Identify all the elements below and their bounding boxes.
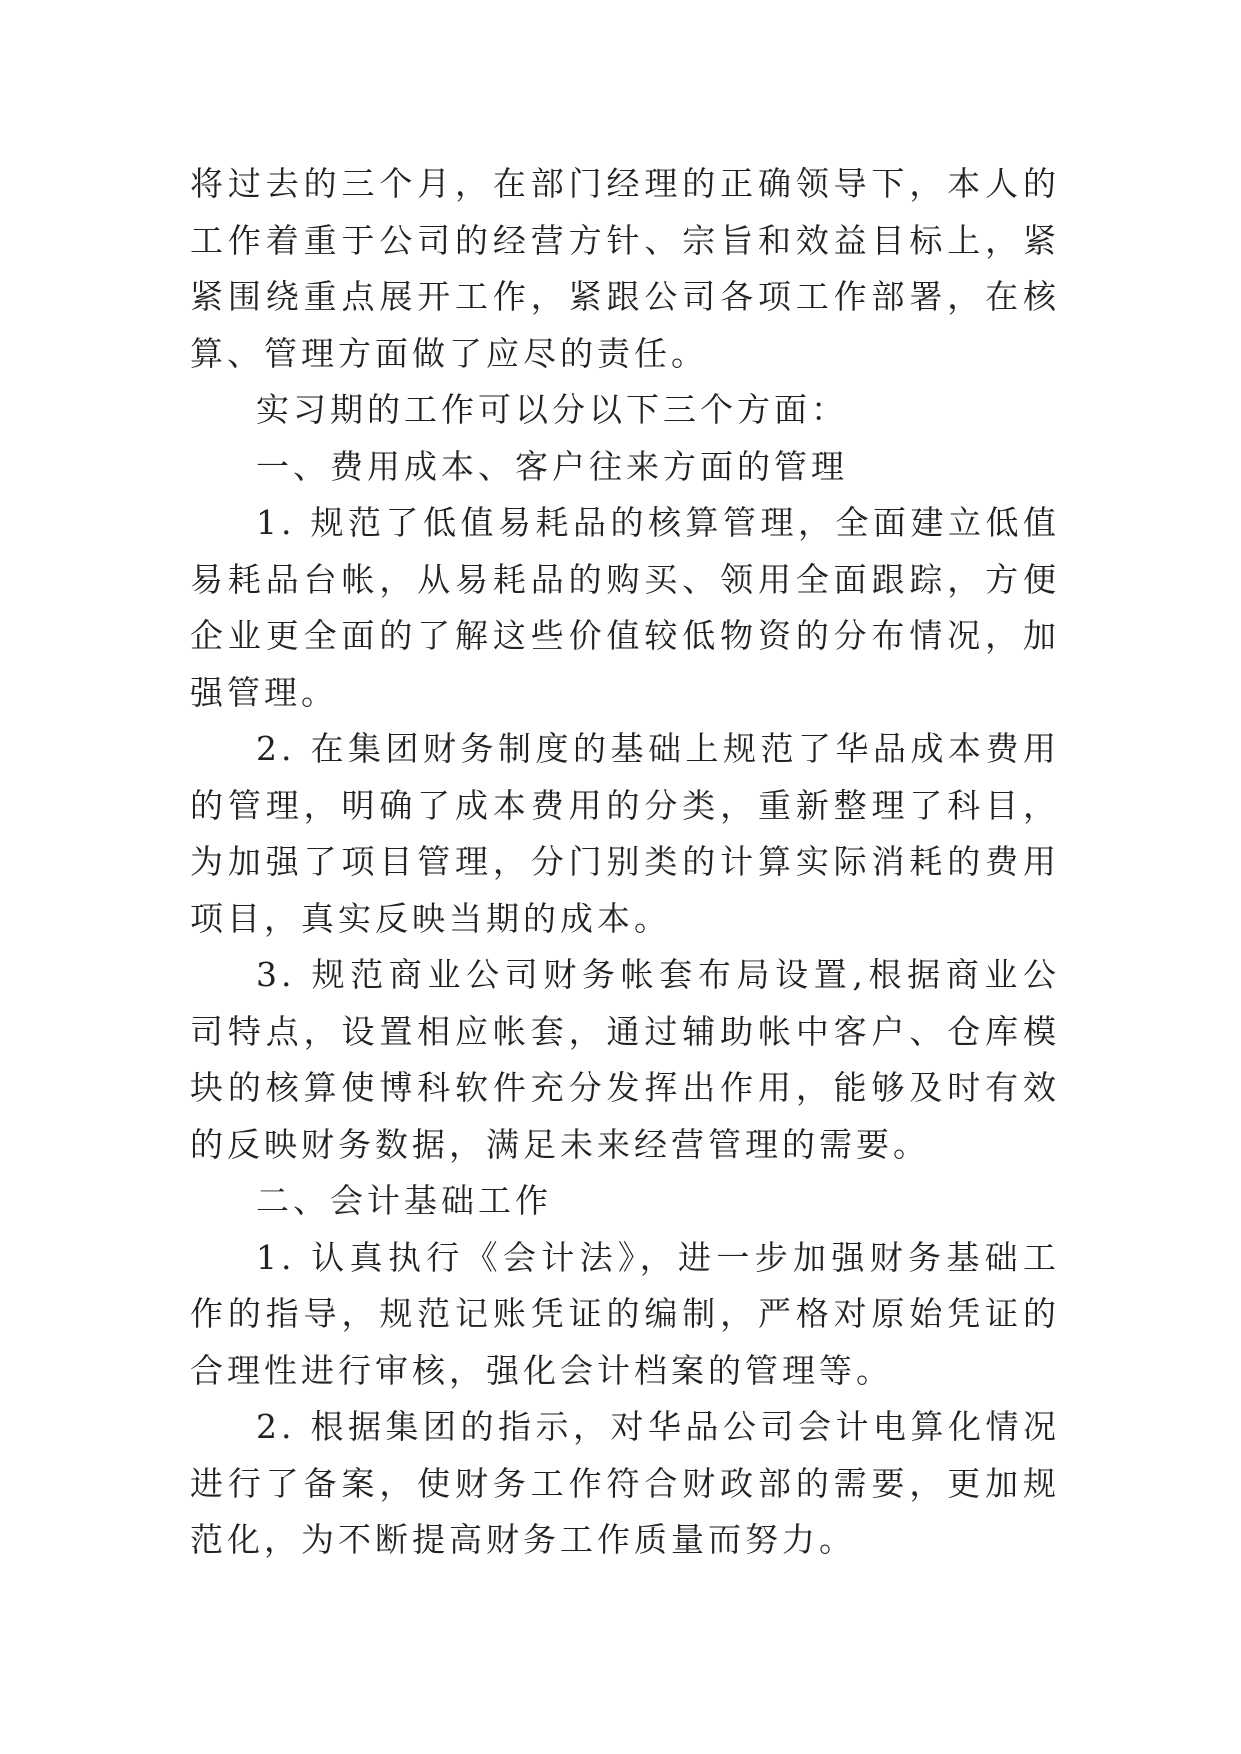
paragraph-accounting-item-1: 1. 认真执行《会计法》，进一步加强财务基础工作的指导，规范记账凭证的编制，严格对原始凭证的合理性进行审核，强化会计档案的管理等。 <box>190 1237 1060 1390</box>
section-heading-accounting-basics: 二、会计基础工作 <box>256 1181 552 1220</box>
paragraph-cost-item-2: 2. 在集团财务制度的基础上规范了华品成本费用的管理，明确了成本费用的分类，重新整理了科目，为加强了项目管理，分门别类的计算实际消耗的费用项目，真实反映当期的成本。 <box>190 729 1060 938</box>
section-heading-cost-management: 一、费用成本、客户往来方面的管理 <box>256 446 848 486</box>
paragraph-accounting-item-2: 2. 根据集团的指示，对华品公司会计电算化情况进行了备案，使财务工作符合财政部的需要，更加规范化，为不断提高财务工作质量而努力。 <box>190 1407 1060 1559</box>
paragraph-cost-item-3: 3. 规范商业公司财务帐套布局设置,根据商业公司特点，设置相应帐套，通过辅助帐中客户、仓库模块的核算使博科软件充分发挥出作用，能够及时有效的反映财务数据，满足未来经营管理的需要。 <box>190 955 1060 1164</box>
paragraph-intro: 将过去的三个月，在部门经理的正确领导下，本人的工作着重于公司的经营方针、宗旨和效益目标上，紧紧围绕重点展开工作，紧跟公司各项工作部署，在核算、管理方面做了应尽的责任。 <box>190 164 1060 373</box>
paragraph-overview: 实习期的工作可以分以下三个方面： <box>256 390 848 429</box>
paragraph-cost-item-1: 1. 规范了低值易耗品的核算管理，全面建立低值易耗品台帐，从易耗品的购买、领用全面跟踪，方便企业更全面的了解这些价值较低物资的分布情况，加强管理。 <box>190 503 1060 712</box>
document-body <box>190 156 1060 1569</box>
